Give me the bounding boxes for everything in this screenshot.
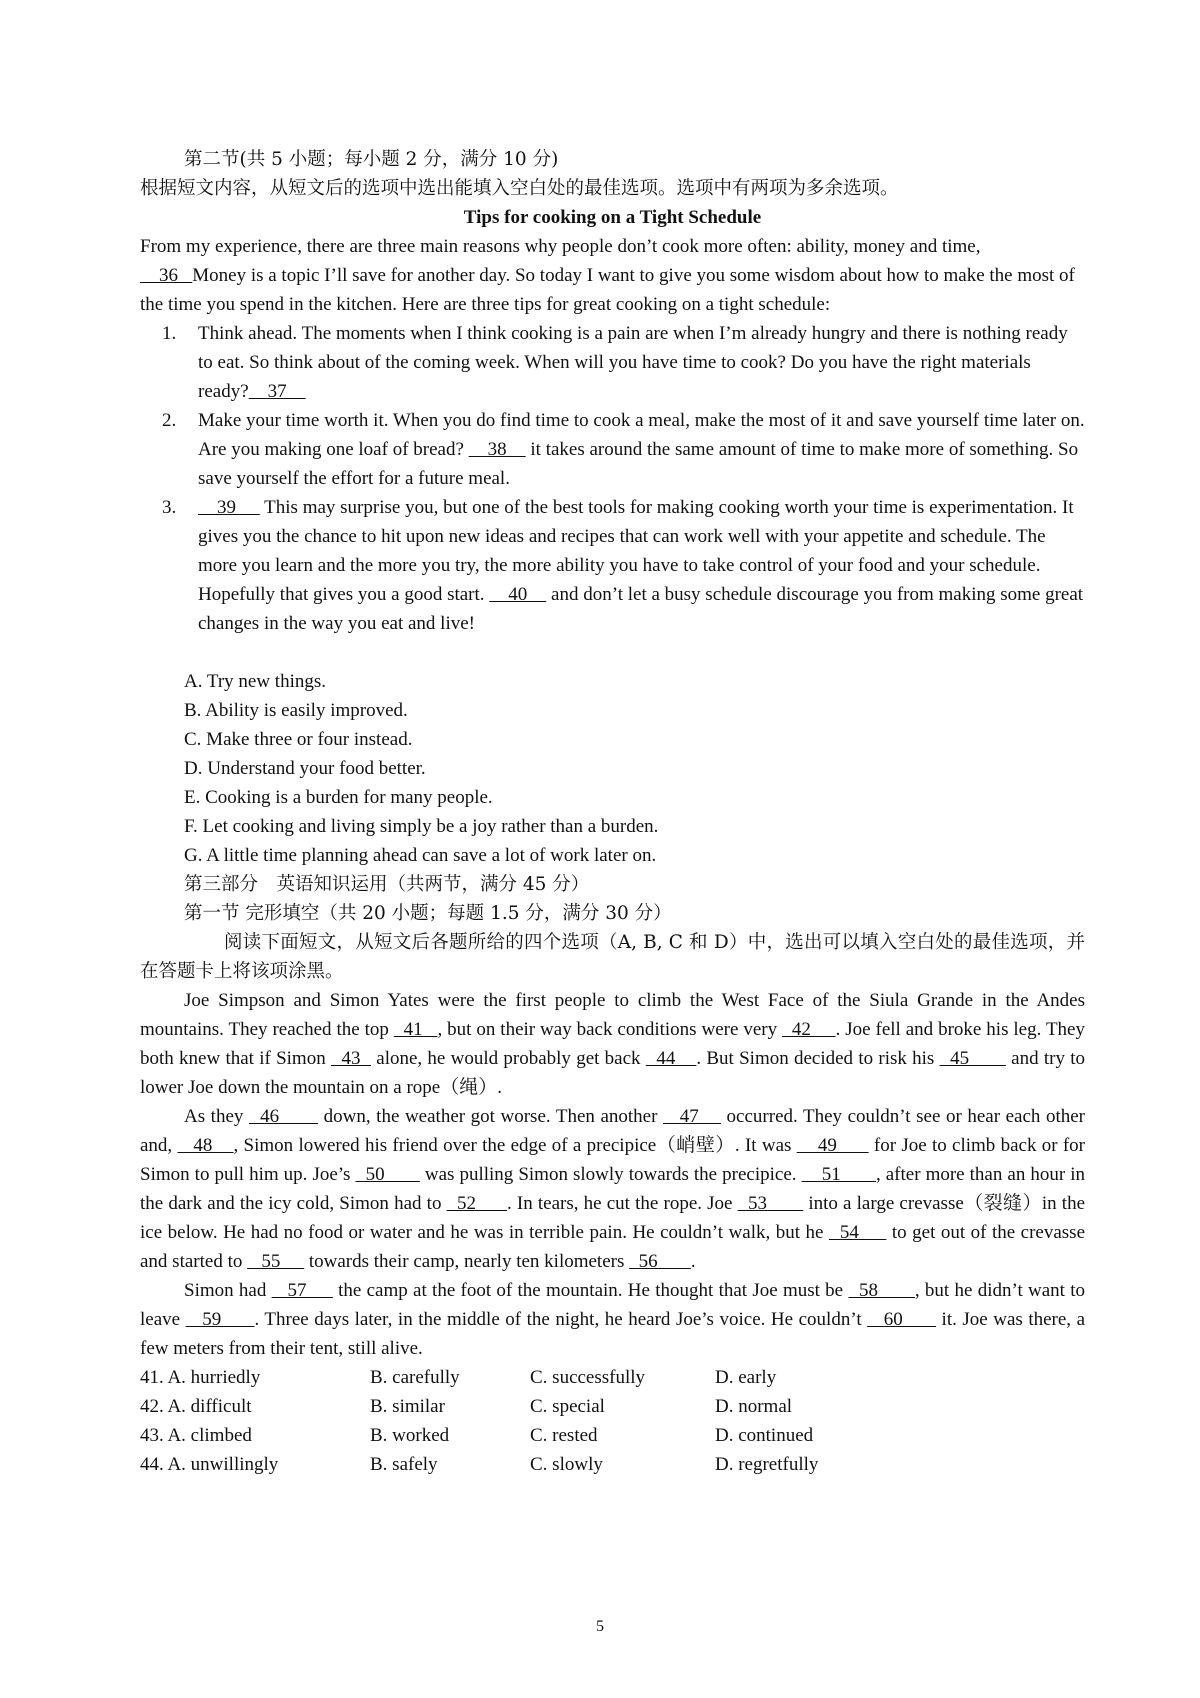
cloze-text: . But Simon decided to risk his <box>696 1048 940 1069</box>
question-choice-a: 44. A. unwillingly <box>140 1454 279 1475</box>
passage-intro <box>140 232 1085 319</box>
option-a: A. Try new things. <box>184 671 326 692</box>
cloze-blank: 51 <box>801 1164 876 1185</box>
cloze-blank: 47 <box>663 1106 721 1127</box>
part3-section1-header: 第一节 完形填空（共 20 小题；每题 1.5 分，满分 30 分） <box>184 903 672 924</box>
cloze-blank: 48 <box>177 1135 234 1156</box>
intro-text-a: From my experience, there are three main reasons why people don’t cook more often: ability, money and time, <box>140 236 981 257</box>
cloze-paragraph-2 <box>140 1102 1085 1276</box>
cloze-blank: 60 <box>867 1309 936 1330</box>
cloze-blank: 45 <box>939 1048 1006 1069</box>
section2-instruction: 根据短文内容，从短文后的选项中选出能填入空白处的最佳选项。选项中有两项为多余选项。 <box>140 178 899 199</box>
question-choice-d: D. continued <box>715 1425 814 1446</box>
question-choice-a: 41. A. hurriedly <box>140 1367 261 1388</box>
cloze-blank: 58 <box>848 1280 915 1301</box>
tip-item-2 <box>140 406 1085 493</box>
cloze-blank: 49 <box>796 1135 869 1156</box>
question-choice-c: C. successfully <box>530 1367 646 1388</box>
cloze-blank: 43 <box>330 1048 372 1069</box>
question-choice-b: B. similar <box>370 1396 445 1417</box>
cloze-text: for Joe to climb back or for Simon to pull him up. Joe’s <box>140 1135 1086 1185</box>
cloze-blank: 54 <box>828 1222 887 1243</box>
cloze-text: , after more than an hour in the dark and the icy cold, Simon had to <box>140 1164 1086 1214</box>
closing-text-a: Hopefully that gives you a good start. <box>198 584 485 605</box>
cloze-blank: 57 <box>271 1280 333 1301</box>
option-e: E. Cooking is a burden for many people. <box>184 787 493 808</box>
cloze-text: Simon had <box>184 1280 272 1301</box>
blank-37: 37 <box>248 381 306 402</box>
question-choice-b: B. worked <box>370 1425 450 1446</box>
cloze-blank: 55 <box>247 1251 305 1272</box>
tip-text: This may surprise you, but one of the best tools for making cooking worth your time is experimentation. It gives you the chance to hit upon new ideas and recipes that can work well with your appetite and schedule. The more you learn and the more you try, the more ability you have to take control of your food and your schedule. <box>198 497 1074 576</box>
question-choice-a: 42. A. difficult <box>140 1396 252 1417</box>
tip-number: 2. <box>162 410 177 431</box>
tip-item-3 <box>140 493 1085 580</box>
cloze-text: Joe Simpson and Simon Yates were the first people to climb the West Face of the Siula Grande in the Andes mountains. They reached the top <box>140 990 1085 1040</box>
tip-text: Make your time worth it. When you do find time to cook a meal, make the most of it and save yourself time later on. Are you making one loaf of bread? <box>198 410 1085 460</box>
tip-number: 3. <box>162 497 177 518</box>
cloze-paragraph-1 <box>140 986 1085 1102</box>
question-choice-c: C. special <box>530 1396 605 1417</box>
intro-text-b: Money is a topic I’ll save for another day. So today I want to give you some wisdom about how to make the most of the time you spend in the kitchen. Here are three tips for great cooking on a tight schedule: <box>140 265 1075 315</box>
tip-item-1 <box>140 319 1085 406</box>
cloze-blank: 56 <box>629 1251 691 1272</box>
option-c: C. Make three or four instead. <box>184 729 413 750</box>
cloze-text: the camp at the foot of the mountain. He thought that Joe must be <box>332 1280 849 1301</box>
cloze-text: . <box>690 1251 696 1272</box>
blank-36: 36 <box>140 265 193 286</box>
cloze-text: , but he didn’t want to leave <box>140 1280 1086 1330</box>
question-choice-a: 43. A. climbed <box>140 1425 252 1446</box>
tip-number: 1. <box>162 323 177 344</box>
cloze-text: . Joe fell and broke his leg. They both knew that if Simon <box>140 1019 1085 1069</box>
blank-38: 38 <box>468 439 526 460</box>
cloze-text: . In tears, he cut the rope. Joe <box>506 1193 738 1214</box>
option-g: G. A little time planning ahead can save a lot of work later on. <box>184 845 657 866</box>
passage-closing <box>140 580 1085 638</box>
option-d: D. Understand your food better. <box>184 758 426 779</box>
blank-40: 40 <box>489 584 547 605</box>
passage-title: Tips for cooking on a Tight Schedule <box>463 207 762 228</box>
cloze-text: alone, he would probably get back <box>371 1048 646 1069</box>
cloze-text: , Simon lowered his friend over the edge of a precipice（峭壁）. It was <box>233 1135 797 1156</box>
tip-text: it takes around the same amount of time to make more of something. So save yourself the effort for a future meal. <box>198 439 1079 489</box>
cloze-instruction: 阅读下面短文，从短文后各题所给的四个选项（A, B, C 和 D）中，选出可以填入空白处的最佳选项，并在答题卡上将该项涂黑。 <box>140 932 1085 982</box>
cloze-blank: 50 <box>355 1164 420 1185</box>
option-f: F. Let cooking and living simply be a joy rather than a burden. <box>184 816 659 837</box>
tips-list <box>140 319 1085 580</box>
cloze-blank: 59 <box>185 1309 255 1330</box>
section2-header: 第二节(共 5 小题；每小题 2 分，满分 10 分) <box>184 149 559 170</box>
question-choice-d: D. normal <box>715 1396 793 1417</box>
question-choice-c: C. rested <box>530 1425 598 1446</box>
tip-text: Think ahead. The moments when I think cooking is a pain are when I’m already hungry and there is nothing ready to eat. So think about of the coming week. When will you have time to cook? Do you have the right materials ready? <box>198 323 1068 402</box>
question-list <box>140 1363 1085 1479</box>
question-choice-d: D. early <box>715 1367 777 1388</box>
cloze-paragraph-3 <box>140 1276 1085 1363</box>
cloze-blank: 44 <box>645 1048 697 1069</box>
question-choice-b: B. safely <box>370 1454 438 1475</box>
page-number: 5 <box>596 1618 604 1635</box>
question-row <box>140 1450 1085 1479</box>
cloze-blank: 52 <box>446 1193 507 1214</box>
cloze-text: . Three days later, in the middle of the night, he heard Joe’s voice. He couldn’t <box>254 1309 868 1330</box>
cloze-text: As they <box>184 1106 249 1127</box>
cloze-text: to get out of the crevasse and started to <box>140 1222 1086 1272</box>
cloze-text: was pulling Simon slowly towards the precipice. <box>419 1164 802 1185</box>
cloze-text: down, the weather got worse. Then another <box>318 1106 663 1127</box>
part3-header: 第三部分 英语知识运用（共两节，满分 45 分） <box>184 874 590 895</box>
cloze-text: occurred. They couldn’t see or hear each other and, <box>140 1106 1086 1156</box>
cloze-blank: 42 <box>782 1019 836 1040</box>
question-row <box>140 1363 1085 1392</box>
question-row <box>140 1421 1085 1450</box>
cloze-text: into a large crevasse（裂缝）in the ice below. He had no food or water and he was in terrible pain. He couldn’t walk, but he <box>140 1193 1086 1243</box>
cloze-text: , but on their way back conditions were very <box>437 1019 783 1040</box>
question-choice-b: B. carefully <box>370 1367 460 1388</box>
cloze-blank: 41 <box>393 1019 438 1040</box>
cloze-blank: 46 <box>248 1106 319 1127</box>
cloze-text: and try to lower Joe down the mountain on a rope（绳）. <box>140 1048 1086 1098</box>
answer-options <box>140 667 1085 870</box>
question-choice-c: C. slowly <box>530 1454 603 1475</box>
question-row <box>140 1392 1085 1421</box>
page-content <box>140 145 1085 1479</box>
closing-text-b: and don’t let a busy schedule discourage you from making some great changes in the way you eat and live! <box>198 584 1084 634</box>
cloze-blank: 53 <box>737 1193 804 1214</box>
option-b: B. Ability is easily improved. <box>184 700 408 721</box>
cloze-text: towards their camp, nearly ten kilometers <box>304 1251 630 1272</box>
blank-39: 39 <box>198 497 260 518</box>
question-choice-d: D. regretfully <box>715 1454 819 1475</box>
cloze-text: it. Joe was there, a few meters from their tent, still alive. <box>140 1309 1086 1359</box>
